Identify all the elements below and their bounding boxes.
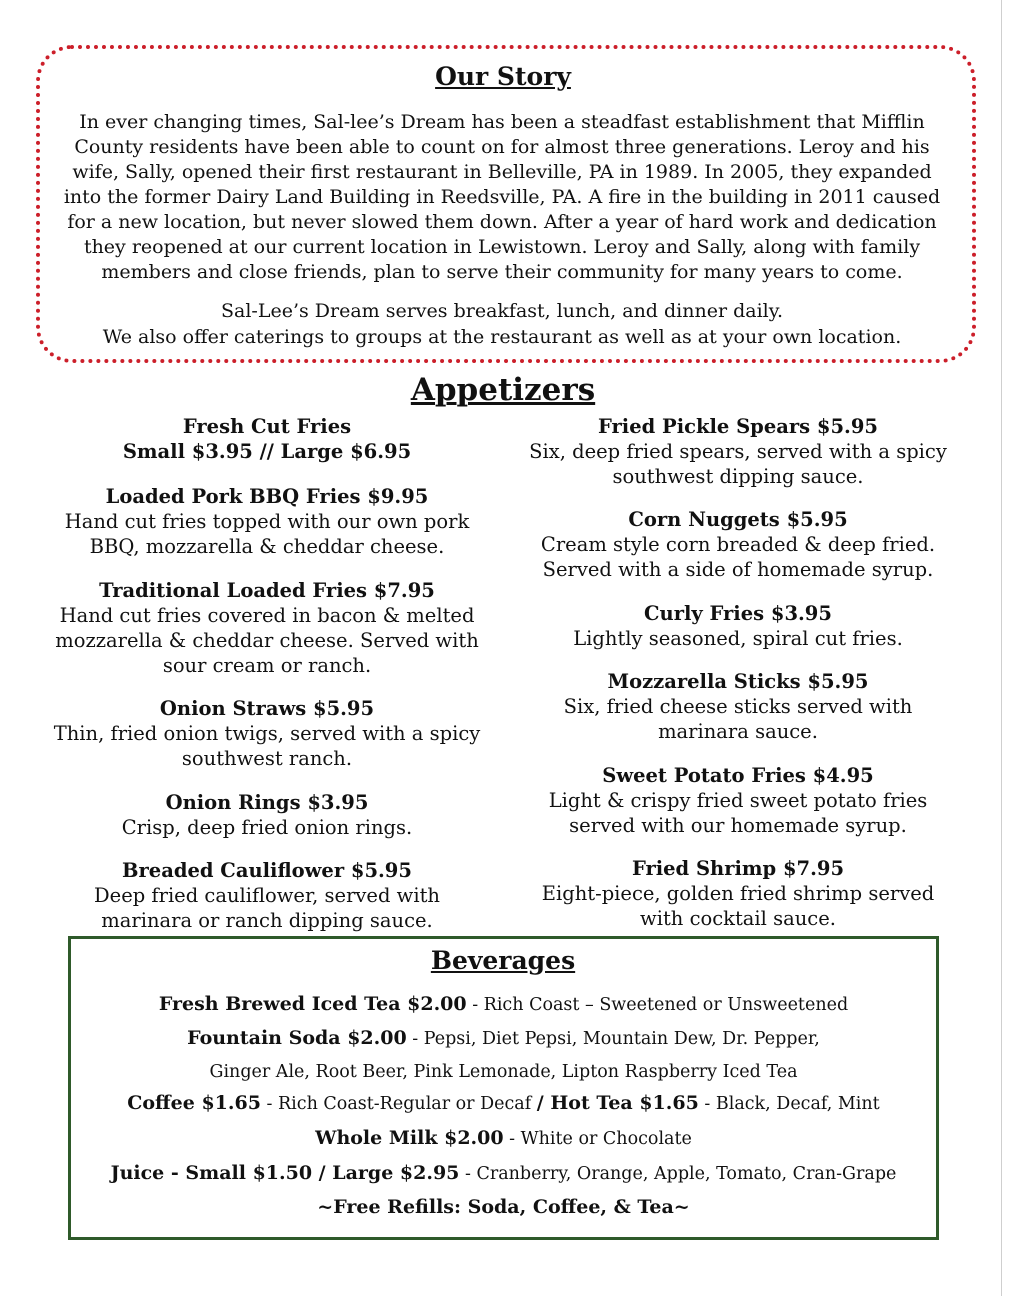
beverage-desc: - Rich Coast-Regular or Decaf xyxy=(260,1094,537,1114)
menu-item-desc: Hand cut fries topped with our own pork BBQ, mozzarella & cheddar cheese. xyxy=(64,510,470,558)
menu-item-corn-nuggets xyxy=(520,507,956,582)
menu-item-name: Mozzarella Sticks $5.95 xyxy=(607,670,869,693)
menu-item-onion-rings xyxy=(50,790,484,840)
beverage-fountain-soda xyxy=(70,1026,937,1051)
menu-item-fried-shrimp xyxy=(520,856,956,931)
beverage-name: Fountain Soda $2.00 xyxy=(187,1027,407,1049)
beverage-name: Coffee $1.65 xyxy=(127,1092,261,1114)
beverage-separator: / xyxy=(536,1092,551,1114)
menu-item-desc: Deep fried cauliflower, served with marinara or ranch dipping sauce. xyxy=(94,884,440,932)
menu-item-name: Loaded Pork BBQ Fries $9.95 xyxy=(105,485,429,508)
beverage-iced-tea xyxy=(70,992,937,1017)
service-note-line-1: Sal-Lee’s Dream serves breakfast, lunch, and dinner daily. xyxy=(221,300,783,322)
menu-item-loaded-pork-bbq-fries xyxy=(50,484,484,559)
beverage-soda-flavors xyxy=(70,1060,937,1084)
menu-item-desc: Six, deep fried spears, served with a spicy southwest dipping sauce. xyxy=(529,440,947,488)
menu-item-name: Corn Nuggets $5.95 xyxy=(628,508,848,531)
beverage-name: Juice - Small $1.50 / Large $2.95 xyxy=(110,1162,460,1184)
menu-item-sweet-potato-fries xyxy=(520,763,956,838)
menu-item-name: Sweet Potato Fries $4.95 xyxy=(602,764,874,787)
menu-item-name: Fried Pickle Spears $5.95 xyxy=(598,415,878,438)
menu-item-desc: Thin, fried onion twigs, served with a spicy southwest ranch. xyxy=(53,722,481,770)
menu-item-desc: Six, fried cheese sticks served with marinara sauce. xyxy=(563,695,913,743)
menu-item-price: Small $3.95 // Large $6.95 xyxy=(122,440,412,463)
beverages-title: Beverages xyxy=(430,946,576,975)
appetizers-title: Appetizers xyxy=(410,372,596,408)
menu-item-name: Traditional Loaded Fries $7.95 xyxy=(99,579,435,602)
menu-item-fried-pickle-spears xyxy=(520,414,956,489)
menu-item-name: Fresh Cut Fries xyxy=(182,415,352,438)
page-edge xyxy=(1001,0,1002,1296)
menu-item-fresh-cut-fries xyxy=(50,414,484,464)
service-note-line-2: We also offer caterings to groups at the restaurant as well as at your own location. xyxy=(102,326,902,348)
beverage-name: Whole Milk $2.00 xyxy=(315,1127,504,1149)
menu-item-curly-fries xyxy=(520,601,956,651)
beverage-desc: - Pepsi, Diet Pepsi, Mountain Dew, Dr. Pepper, xyxy=(406,1029,820,1049)
menu-item-desc: Hand cut fries covered in bacon & melted mozzarella & cheddar cheese. Served with sour cream or ranch. xyxy=(55,604,479,677)
free-refills-text: ~Free Refills: Soda, Coffee, & Tea~ xyxy=(317,1196,690,1218)
beverage-desc: - Rich Coast – Sweetened or Unsweetened xyxy=(466,995,849,1015)
menu-item-name: Onion Rings $3.95 xyxy=(165,791,369,814)
our-story-title: Our Story xyxy=(435,62,571,91)
free-refills-note xyxy=(70,1195,937,1220)
beverage-coffee-hot-tea xyxy=(70,1091,937,1116)
beverage-desc: - White or Chocolate xyxy=(503,1129,692,1149)
menu-item-onion-straws xyxy=(50,696,484,771)
beverage-whole-milk xyxy=(70,1126,937,1151)
service-note xyxy=(62,298,942,350)
menu-item-name: Breaded Cauliflower $5.95 xyxy=(122,859,412,882)
beverage-name: Fresh Brewed Iced Tea $2.00 xyxy=(158,993,467,1015)
menu-item-name: Curly Fries $3.95 xyxy=(644,602,832,625)
menu-item-mozzarella-sticks xyxy=(520,669,956,744)
menu-item-name: Onion Straws $5.95 xyxy=(159,697,375,720)
menu-item-desc: Lightly seasoned, spiral cut fries. xyxy=(573,627,903,650)
menu-item-breaded-cauliflower xyxy=(50,858,484,933)
beverage-name: Hot Tea $1.65 xyxy=(550,1092,699,1114)
menu-item-desc: Cream style corn breaded & deep fried. Served with a side of homemade syrup. xyxy=(540,533,936,581)
menu-item-desc: Light & crispy fried sweet potato fries served with our homemade syrup. xyxy=(548,789,928,837)
beverage-desc: - Black, Decaf, Mint xyxy=(698,1094,880,1114)
menu-item-desc: Eight-piece, golden fried shrimp served with cocktail sauce. xyxy=(541,882,935,930)
our-story-text: In ever changing times, Sal-lee’s Dream has been a steadfast establishment that Mifflin County residents have been able to count on for almost three generations. Leroy and his wife, Sally, opened their first restaurant in Belleville, PA in 1989. In 2005, they expanded into the former Dairy Land Building in Reedsville, PA. A fire in the building in 2011 caused for a new location, but never slowed them down. After a year of hard work and dedication they reopened at our current location in Lewistown. Leroy and Sally, along with family members and close friends, plan to serve their community for many years to come. xyxy=(63,111,941,283)
menu-item-name: Fried Shrimp $7.95 xyxy=(631,857,845,880)
menu-item-desc: Crisp, deep fried onion rings. xyxy=(121,816,413,839)
beverage-juice xyxy=(70,1161,937,1186)
beverage-desc: - Cranberry, Orange, Apple, Tomato, Cran-Grape xyxy=(459,1164,897,1184)
menu-item-traditional-loaded-fries xyxy=(50,578,484,678)
beverage-desc: Ginger Ale, Root Beer, Pink Lemonade, Lipton Raspberry Iced Tea xyxy=(209,1062,798,1082)
